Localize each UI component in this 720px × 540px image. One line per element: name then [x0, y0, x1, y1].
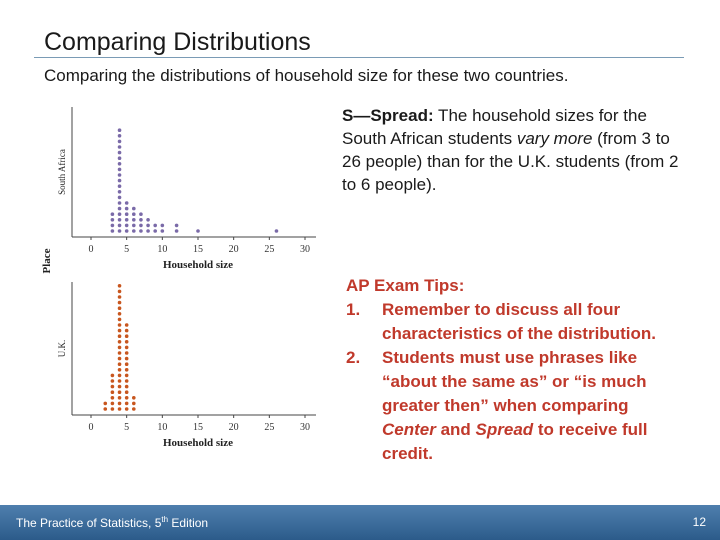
data-dot [118, 301, 122, 305]
tip-emphasis-center: Center [382, 420, 436, 439]
data-dot [111, 224, 115, 228]
data-dot [125, 407, 129, 411]
tips-heading: AP Exam Tips: [346, 276, 465, 295]
data-dot [118, 184, 122, 188]
data-dot [132, 212, 136, 216]
data-dot [111, 402, 115, 406]
data-dot [132, 402, 136, 406]
data-dot [125, 402, 129, 406]
data-dot [118, 212, 122, 216]
data-dot [118, 402, 122, 406]
tips-list [346, 298, 686, 466]
x-tick-label: 5 [124, 244, 130, 255]
tip-text-before: Students must use phrases like “about the same as” or “is much greater then” when comparing [382, 348, 647, 415]
data-dot [118, 156, 122, 160]
data-dot [125, 379, 129, 383]
data-dot [132, 396, 136, 400]
data-dot [118, 145, 122, 149]
data-dot [118, 368, 122, 372]
data-dot [125, 357, 129, 361]
data-dot [118, 168, 122, 172]
data-dot [139, 224, 143, 228]
data-dot [118, 173, 122, 177]
dotplot-south-africa [57, 107, 316, 271]
data-dot [111, 379, 115, 383]
data-dot [118, 351, 122, 355]
data-dot [146, 229, 150, 233]
tip-number: 2. [346, 348, 361, 367]
data-dot [125, 340, 129, 344]
tip-number: 1. [346, 300, 361, 319]
data-dot [111, 396, 115, 400]
spread-description [342, 104, 682, 196]
footer-book: The Practice of Statistics, 5 [16, 516, 162, 530]
data-dot [118, 396, 122, 400]
data-dot [118, 334, 122, 338]
title-divider [34, 57, 684, 58]
footer-bar [0, 505, 720, 540]
spread-text-after: (from 3 to 26 people) than for the U.K. students (from 2 to 6 people). [342, 129, 679, 194]
dotplot-figure [34, 97, 324, 452]
data-dot [125, 390, 129, 394]
data-dot [118, 224, 122, 228]
data-dot [118, 318, 122, 322]
x-tick-label: 10 [157, 422, 168, 433]
tip-item [346, 298, 686, 346]
data-dot [132, 407, 136, 411]
x-tick-label: 30 [300, 422, 310, 433]
data-dot [118, 229, 122, 233]
x-axis-label: Household size [163, 259, 233, 271]
x-tick-label: 0 [88, 244, 94, 255]
data-dot [118, 201, 122, 205]
data-dot [146, 224, 150, 228]
data-dot [118, 362, 122, 366]
data-dot [125, 351, 129, 355]
data-dot [132, 224, 136, 228]
data-dot [118, 306, 122, 310]
data-dot [175, 224, 179, 228]
data-dot [118, 340, 122, 344]
data-dot [118, 151, 122, 155]
data-dot [125, 362, 129, 366]
data-dot [111, 374, 115, 378]
data-dot [132, 207, 136, 211]
data-dot [118, 140, 122, 144]
data-dot [111, 229, 115, 233]
spread-text-before: The household sizes for the South African students [342, 106, 647, 148]
slide-subtitle: Comparing the distributions of household size for these two countries. [44, 66, 569, 85]
data-dot [275, 229, 279, 233]
data-dot [118, 134, 122, 138]
data-dot [118, 346, 122, 350]
data-dot [118, 323, 122, 327]
data-dot [118, 312, 122, 316]
data-dot [153, 224, 157, 228]
x-tick-label: 5 [124, 422, 130, 433]
dotplot-svg [34, 97, 324, 452]
data-dot [118, 190, 122, 194]
data-dot [125, 334, 129, 338]
x-tick-label: 20 [228, 244, 239, 255]
data-dot [125, 201, 129, 205]
data-dot [125, 396, 129, 400]
data-dot [125, 218, 129, 222]
data-dot [103, 407, 107, 411]
data-dot [175, 229, 179, 233]
shared-ylabel: Place [41, 248, 53, 274]
data-dot [118, 128, 122, 132]
data-dot [118, 196, 122, 200]
x-tick-label: 30 [300, 244, 310, 255]
data-dot [118, 385, 122, 389]
data-dot [111, 390, 115, 394]
x-axis-label: Household size [163, 437, 233, 449]
data-dot [118, 284, 122, 288]
data-dot [118, 290, 122, 294]
data-dot [132, 229, 136, 233]
tip-text: Remember to discuss all four characteristics of the distribution. [382, 300, 656, 343]
x-tick-label: 25 [264, 244, 275, 255]
footer-sup: th [161, 515, 169, 524]
data-dot [139, 218, 143, 222]
data-dot [161, 224, 165, 228]
data-dot [125, 385, 129, 389]
data-dot [153, 229, 157, 233]
spread-emphasis: vary more [516, 129, 593, 148]
data-dot [118, 295, 122, 299]
data-dot [125, 224, 129, 228]
data-dot [118, 162, 122, 166]
data-dot [111, 385, 115, 389]
data-dot [118, 329, 122, 333]
data-dot [139, 229, 143, 233]
data-dot [125, 329, 129, 333]
x-tick-label: 15 [193, 422, 203, 433]
data-dot [118, 374, 122, 378]
data-dot [118, 379, 122, 383]
data-dot [125, 346, 129, 350]
data-dot [125, 323, 129, 327]
tip-text-after: to receive full credit. [382, 420, 648, 463]
footer-book-title [16, 515, 208, 530]
data-dot [103, 402, 107, 406]
data-dot [118, 357, 122, 361]
data-dot [118, 390, 122, 394]
tip-text-mid: and [435, 420, 476, 439]
data-dot [125, 374, 129, 378]
spread-label: S—Spread: [342, 106, 434, 125]
data-dot [111, 212, 115, 216]
data-dot [111, 407, 115, 411]
slide-title: Comparing Distributions [44, 28, 311, 56]
data-dot [125, 212, 129, 216]
data-dot [111, 218, 115, 222]
panel-label: South Africa [57, 149, 67, 195]
x-tick-label: 15 [193, 244, 203, 255]
data-dot [132, 218, 136, 222]
data-dot [196, 229, 200, 233]
data-dot [139, 212, 143, 216]
x-tick-label: 0 [88, 422, 94, 433]
tip-item [346, 346, 686, 466]
data-dot [118, 207, 122, 211]
ap-exam-tips [346, 274, 686, 466]
data-dot [161, 229, 165, 233]
dotplot-uk [57, 282, 316, 449]
data-dot [118, 179, 122, 183]
x-tick-label: 20 [228, 422, 239, 433]
data-dot [125, 229, 129, 233]
data-dot [146, 218, 150, 222]
footer-edition: Edition [168, 516, 209, 530]
x-tick-label: 25 [264, 422, 275, 433]
data-dot [118, 407, 122, 411]
page-number: 12 [692, 515, 706, 529]
data-dot [118, 218, 122, 222]
x-tick-label: 10 [157, 244, 168, 255]
panel-label: U.K. [57, 339, 67, 358]
data-dot [125, 368, 129, 372]
data-dot [125, 207, 129, 211]
tip-emphasis-spread: Spread [475, 420, 534, 439]
